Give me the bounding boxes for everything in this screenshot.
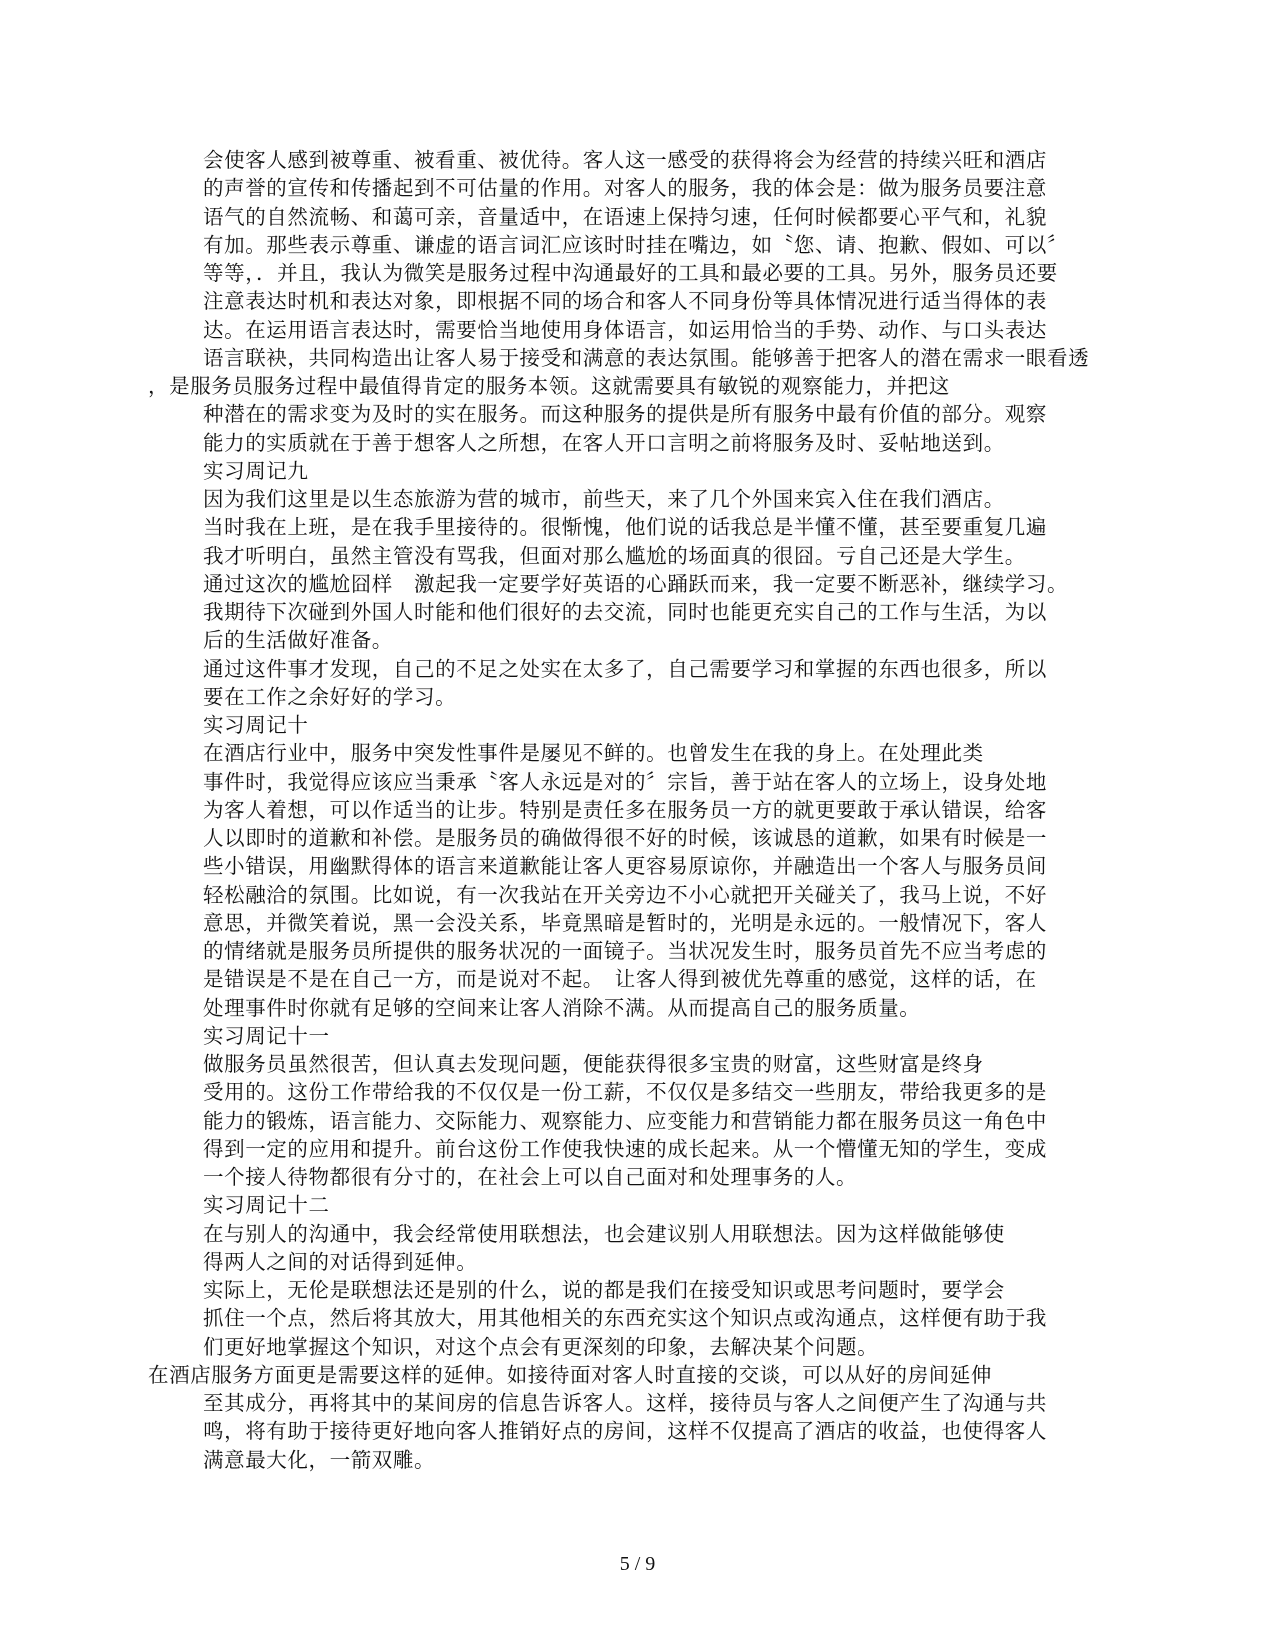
text-line: 是错误是不是在自己一方，而是说对不起。 让客人得到被优先尊重的感觉，这样的话，在 (203, 967, 1037, 992)
text-line: 会使客人感到被尊重、被看重、被优待。客人这一感受的获得将会为经营的持续兴旺和酒店 (203, 148, 1047, 172)
text-line: 在酒店行业中，服务中突发性事件是屡见不鲜的。也曾发生在我的身上。在处理此类 (203, 741, 984, 766)
text-line: 在酒店服务方面更是需要这样的延伸。如接待面对客人时直接的交谈，可以从好的房间延伸 (148, 1362, 992, 1387)
text-line: 事件时，我觉得应该应当秉承〝客人永远是对的〞宗旨，善于站在客人的立场上，设身处地 (203, 769, 1047, 794)
text-line: 我期待下次碰到外国人时能和他们很好的去交流，同时也能更充实自己的工作与生活，为以 (203, 600, 1047, 624)
text-line: 实习周记十一 (203, 1023, 330, 1048)
text-line: 语言联袂，共同构造出让客人易于接受和满意的表达氛围。能够善于把客人的潜在需求一眼看透 (203, 345, 1090, 370)
text-line: 后的生活做好准备。 (203, 628, 393, 653)
text-line: 为客人着想，可以作适当的让步。特别是责任多在服务员一方的就更要敢于承认错误，给客 (203, 797, 1047, 822)
text-line: 语气的自然流畅、和蔼可亲，音量适中，在语速上保持匀速，任何时候都要心平气和，礼貌 (203, 204, 1047, 229)
text-line: 有加。那些表示尊重、谦虚的语言词汇应该时时挂在嘴边，如〝您、请、抱歉、假如、可以〞 (203, 232, 1069, 257)
text-line: ，是服务员服务过程中最值得肯定的服务本领。这就需要具有敏锐的观察能力，并把这 (148, 374, 950, 398)
text-line: 实习周记十 (203, 713, 309, 737)
text-line: 处理事件时你就有足够的空间来让客人消除不满。从而提高自己的服务质量。 (203, 995, 921, 1020)
text-line: 实际上，无伦是联想法还是别的什么，说的都是我们在接受知识或思考问题时，要学会 (203, 1278, 1005, 1302)
text-line: 我才听明白，虽然主管没有骂我，但面对那么尴尬的场面真的很囧。亏自己还是大学生。 (203, 543, 1026, 568)
text-line: 达。在运用语言表达时，需要恰当地使用身体语言，如运用恰当的手势、动作、与口头表达 (203, 317, 1047, 342)
text-line: 抓住一个点，然后将其放大，用其他相关的东西充实这个知识点或沟通点，这样便有助于我 (203, 1306, 1047, 1331)
text-line: 通过这次的尴尬囧样 激起我一定要学好英语的心踊跃而来，我一定要不断恶补，继续学习。 (203, 571, 1069, 596)
text-line: 们更好地掌握这个知识，对这个点会有更深刻的印象，去解决某个问题。 (203, 1334, 879, 1359)
text-line: 的声誉的宣传和传播起到不可估量的作用。对客人的服务，我的体会是：做为服务员要注意 (203, 176, 1047, 201)
text-line: 意思，并微笑着说，黑一会没关系，毕竟黑暗是暂时的，光明是永远的。一般情况下，客人 (203, 910, 1047, 935)
text-line: 在与别人的沟通中，我会经常使用联想法，也会建议别人用联想法。因为这样做能够使 (203, 1221, 1005, 1246)
text-line: 得两人之间的对话得到延伸。 (203, 1249, 478, 1274)
text-line: 通过这件事才发现，自己的不足之处实在太多了，自己需要学习和掌握的东西也很多，所以 (203, 656, 1047, 681)
text-line: 能力的锻炼，语言能力、交际能力、观察能力、应变能力和营销能力都在服务员这一角色中 (203, 1108, 1047, 1133)
text-line: 的情绪就是服务员所提供的服务状况的一面镜子。当状况发生时，服务员首先不应当考虑的 (203, 939, 1047, 963)
text-line: 得到一定的应用和提升。前台这份工作使我快速的成长起来。从一个懵懂无知的学生，变成 (203, 1136, 1047, 1161)
text-line: 做服务员虽然很苦，但认真去发现问题，便能获得很多宝贵的财富，这些财富是终身 (203, 1052, 984, 1076)
text-line: 因为我们这里是以生态旅游为营的城市，前些天，来了几个外国来宾入住在我们酒店。 (203, 487, 1005, 511)
text-line: 等等，．并且，我认为微笑是服务过程中沟通最好的工具和最必要的工具。另外，服务员还要 (203, 261, 1058, 285)
text-line: 实习周记十二 (203, 1193, 330, 1218)
text-line: 些小错误，用幽默得体的语言来道歉能让客人更容易原谅你，并融造出一个客人与服务员间 (203, 854, 1047, 879)
text-line: 人以即时的道歉和补偿。是服务员的确做得很不好的时候，该诚恳的道歉，如果有时候是一 (203, 826, 1047, 850)
text-line: 要在工作之余好好的学习。 (203, 684, 457, 709)
text-line: 受用的。这份工作带给我的不仅仅是一份工薪，不仅仅是多结交一些朋友，带给我更多的是 (203, 1080, 1047, 1105)
text-line: 注意表达时机和表达对象，即根据不同的场合和客人不同身份等具体情况进行适当得体的表 (203, 289, 1047, 314)
text-line: 至其成分，再将其中的某间房的信息告诉客人。这样，接待员与客人之间便产生了沟通与共 (203, 1391, 1047, 1415)
text-line: 当时我在上班，是在我手里接待的。很惭愧，他们说的话我总是半懂不懂，甚至要重复几遍 (203, 515, 1047, 540)
text-line: 一个接人待物都很有分寸的，在社会上可以自己面对和处理事务的人。 (203, 1165, 858, 1189)
text-line: 能力的实质就在于善于想客人之所想，在客人开口言明之前将服务及时、妥帖地送到。 (203, 430, 1005, 455)
page-number: 5 / 9 (619, 1553, 656, 1575)
text-line: 种潜在的需求变为及时的实在服务。而这种服务的提供是所有服务中最有价值的部分。观察 (203, 402, 1047, 427)
text-line: 实习周记九 (203, 458, 309, 483)
text-line: 鸣，将有助于接待更好地向客人推销好点的房间，这样不仅提高了酒店的收益，也使得客人 (203, 1419, 1047, 1444)
text-line: 满意最大化，一箭双雕。 (203, 1447, 436, 1472)
text-line: 轻松融洽的氛围。比如说，有一次我站在开关旁边不小心就把开关碰关了，我马上说，不好 (203, 882, 1047, 907)
